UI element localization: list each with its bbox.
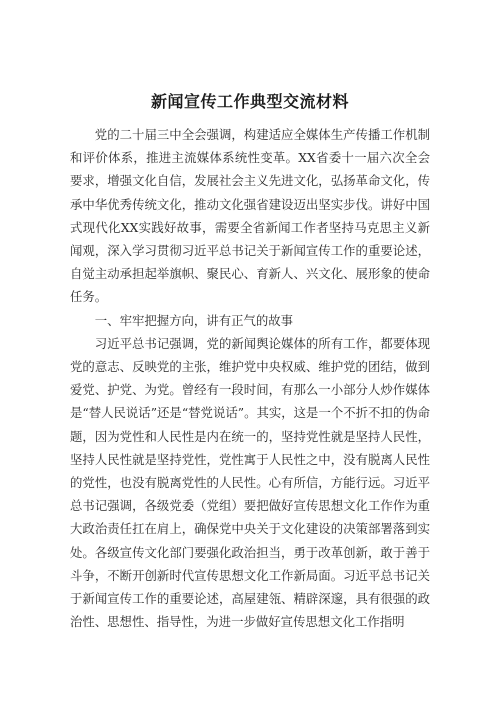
document-title: 新闻宣传工作典型交流材料	[150, 92, 349, 111]
section-paragraph: 习近平总书记强调，党的新闻舆论媒体的所有工作，都要体现党的意志、反映党的主张，维护党中央权威、维护党的团结，做到爱党、护党、为党。曾经有一段时间，有那么一小部分人炒作媒体是“替人民说话”还是“替党说话”。其实，这是一个不折不扣的伪命题，因为党性和人民性是内在统一的，坚持党性就是坚持人民性，坚持人民性就是坚持党性，党性寓于人民性之中，没有脱离人民性的党性，也没有脱离党性的人民性。心有所信，方能行远。习近平总书记强调，各级党委（党组）要把做好宣传思想文化工作作为重大政治责任扛在肩上，确保党中央关于文化建设的决策部署落到实处。各级宣传文化部门要强化政治担当，勇于改革创新，敢于善于斗争，不断开创新时代宣传思想文化工作新局面。习近平总书记关于新闻宣传工作的重要论述，高屋建瓴、精辟深邃，具有很强的政治性、思想性、指导性，为进一步做好宣传思想文化工作指明	[70, 335, 430, 630]
document-body	[70, 123, 430, 633]
intro-paragraph: 党的二十届三中全会强调，构建适应全媒体生产传播工作机制和评价体系，推进主流媒体系统性变革。XX省委十一届六次全会要求，增强文化自信，发展社会主义先进文化，弘扬革命文化，传承中华优秀传统文化，推动文化强省建设迈出坚实步伐。讲好中国式现代化XX实践好故事，需要全省新闻工作者坚持马克思主义新闻观，深入学习贯彻习近平总书记关于新闻宣传工作的重要论述，自觉主动承担起举旗帜、聚民心、育新人、兴文化、展形象的使命任务。	[70, 127, 430, 305]
section-heading: 一、牢牢把握方向，讲有正气的故事	[94, 312, 294, 328]
